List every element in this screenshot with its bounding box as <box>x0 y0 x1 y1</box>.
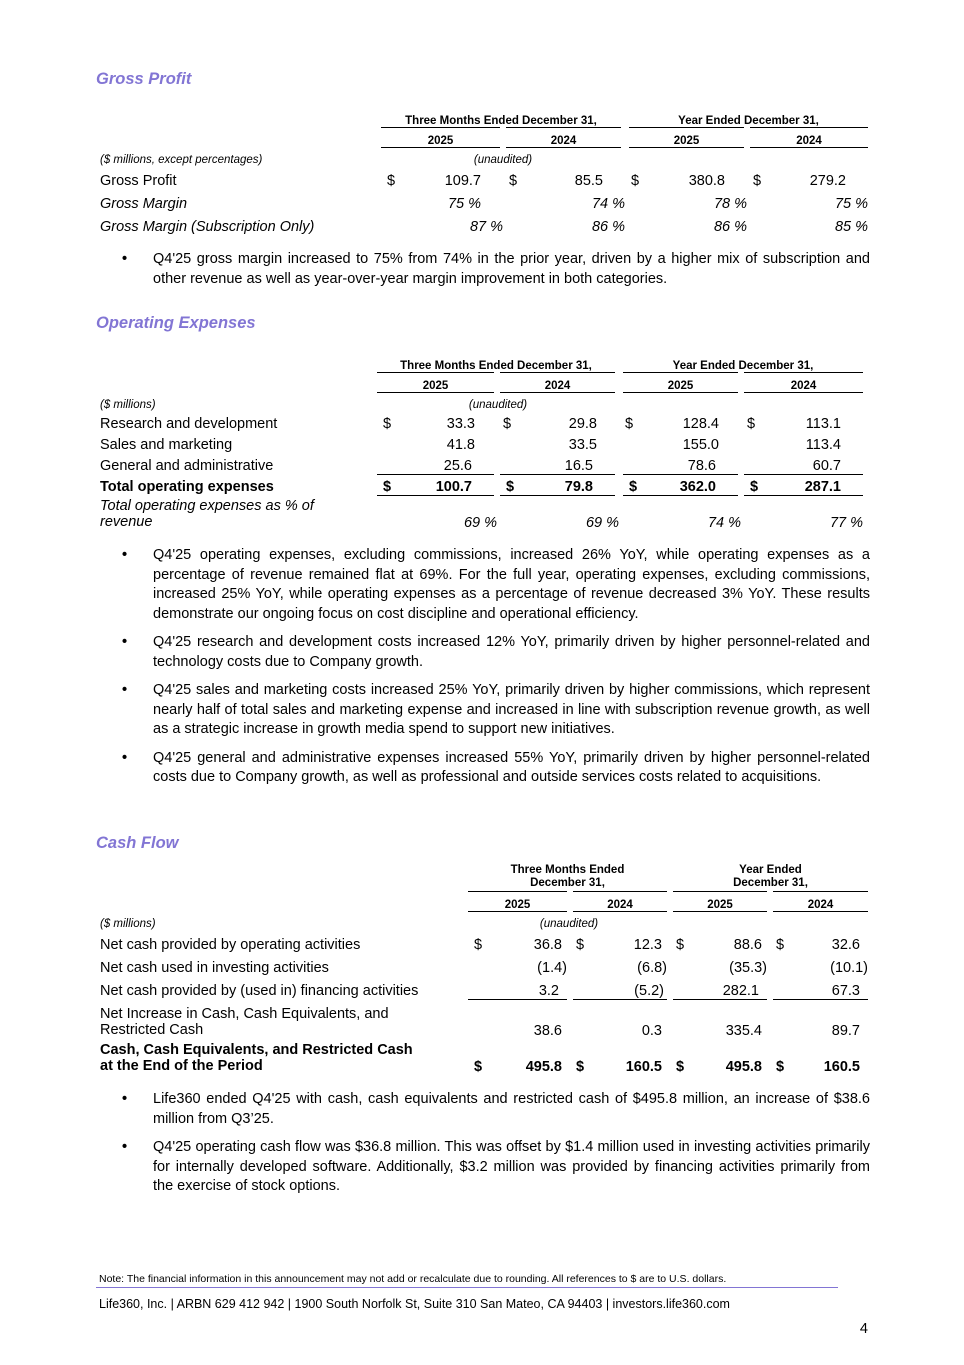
year-header: 2025 <box>625 127 747 147</box>
cell-value: 74 % <box>591 196 625 212</box>
cell-value: 36.8 <box>533 937 562 953</box>
cell-value: 109.7 <box>444 173 481 189</box>
section-title-cash-flow: Cash Flow <box>96 834 179 852</box>
cell-value: 380.8 <box>688 173 725 189</box>
cell-value: 3.2 <box>488 976 570 999</box>
year-header: 2024 <box>770 891 868 911</box>
row-label <box>96 999 468 1039</box>
cell-value: 113.1 <box>805 416 841 432</box>
list-item <box>96 546 870 624</box>
units-label: ($ millions, except percentages) <box>100 154 263 166</box>
currency-symbol: $ <box>387 173 396 189</box>
row-label: Net cash used in investing activities <box>100 960 329 976</box>
period-header-quarter: Three Months Ended December 31, <box>377 354 619 372</box>
cash-flow-bullets <box>96 1090 870 1206</box>
bullet-text: Q4'25 gross margin increased to 75% from 74% in the prior year, driven by a higher mix of subscription and other revenue as well as year-over-year margin improvement in both categories. <box>153 251 870 287</box>
cell-value: (35.3) <box>729 960 767 976</box>
year-header: 2024 <box>741 372 863 392</box>
currency-symbol: $ <box>576 937 585 953</box>
row-label <box>96 1039 468 1075</box>
unaudited-label: (unaudited) <box>473 154 533 166</box>
cell-value: 495.8 <box>525 1059 562 1075</box>
currency-symbol: $ <box>625 416 634 432</box>
cell-value: 67.3 <box>790 976 868 999</box>
year-header: 2025 <box>377 372 497 392</box>
currency-symbol: $ <box>474 1059 483 1075</box>
cell-value: 41.8 <box>446 437 475 453</box>
currency-symbol: $ <box>474 937 483 953</box>
cell-value: 88.6 <box>733 937 762 953</box>
list-item <box>96 633 870 672</box>
section-title-gross-profit: Gross Profit <box>96 70 192 88</box>
cell-value: 282.1 <box>690 976 770 999</box>
cell-value: 85.5 <box>574 173 603 189</box>
table-row <box>96 1039 868 1075</box>
units-label: ($ millions) <box>100 399 156 411</box>
cell-value: 89.7 <box>831 1023 860 1039</box>
cell-value: 86 % <box>591 219 625 235</box>
cell-value: 86 % <box>713 219 747 235</box>
operating-expenses-table <box>96 354 863 531</box>
table-row <box>96 953 868 976</box>
year-header: 2025 <box>619 372 741 392</box>
currency-symbol: $ <box>576 1059 585 1075</box>
table-row <box>96 453 863 474</box>
cell-value: (5.2) <box>590 976 670 999</box>
table-row <box>96 930 868 953</box>
cell-value: 79.8 <box>519 474 619 495</box>
currency-symbol: $ <box>676 937 685 953</box>
cell-value: 78.6 <box>641 453 741 474</box>
row-label-line: Total operating expenses as % of <box>100 498 314 514</box>
table-row <box>96 212 868 235</box>
bullet-glyph: • <box>122 251 128 267</box>
bullet-glyph: • <box>122 682 128 698</box>
bullet-text: Life360 ended Q4'25 with cash, cash equivalents and restricted cash of $495.8 million, an increase of $38.6 million from Q3’25. <box>153 1091 870 1127</box>
cell-value: (6.8) <box>637 960 667 976</box>
period-header-line: Three Months Ended <box>510 863 625 876</box>
units-label: ($ millions) <box>100 918 156 930</box>
bullet-glyph: • <box>122 547 128 563</box>
cell-value: 87 % <box>469 219 503 235</box>
cell-value: (1.4) <box>537 960 567 976</box>
year-header: 2024 <box>747 127 868 147</box>
bullet-text: Q4'25 general and administrative expenses increased 55% YoY, primarily driven by higher personnel-related costs due to Company growth, as well as professional and outside services costs related to acquisitions. <box>153 749 870 785</box>
cell-value: 362.0 <box>641 474 741 495</box>
bullet-text: Q4'25 sales and marketing costs increased 25% YoY, primarily driven by higher commissions, which represent nearly half of total sales and marketing expense and increased in line with subscription revenue growth, as well as a strategic increase in growth media spend to support new initiatives. <box>153 682 870 737</box>
table-row <box>96 189 868 212</box>
bullet-text: Q4'25 operating cash flow was $36.8 million. This was offset by $1.4 million used in investing activities primarily for internally developed software. Additionally, $3.2 million was provided by financing activities primarily from the exercise of stock options. <box>153 1139 870 1194</box>
period-header-line: December 31, <box>530 876 605 889</box>
bullet-glyph: • <box>122 749 128 766</box>
year-header: 2025 <box>381 127 503 147</box>
currency-symbol: $ <box>747 416 756 432</box>
cell-value: 0.3 <box>641 1023 662 1039</box>
footer-divider <box>96 1287 838 1288</box>
row-label-line: Restricted Cash <box>100 1022 204 1038</box>
cell-value: (10.1) <box>830 960 868 976</box>
row-label: Net cash provided by operating activities <box>100 937 361 953</box>
cell-value: 69 % <box>463 515 497 531</box>
unaudited-label: (unaudited) <box>468 399 528 411</box>
cell-value: 60.7 <box>763 453 863 474</box>
cell-value: 78 % <box>713 196 747 212</box>
cell-value: 33.5 <box>568 437 597 453</box>
page-number: 4 <box>859 1321 868 1337</box>
row-label: Gross Margin (Subscription Only) <box>100 219 315 235</box>
row-label: Gross Profit <box>100 173 177 189</box>
cell-value: 75 % <box>447 196 481 212</box>
cell-value: 279.2 <box>809 173 846 189</box>
table-row <box>96 976 868 999</box>
currency-symbol: $ <box>509 173 518 189</box>
year-header: 2024 <box>570 891 670 911</box>
period-header-quarter <box>468 860 670 891</box>
cell-value: 74 % <box>707 515 741 531</box>
row-label-line: revenue <box>100 514 153 530</box>
cell-value: 25.6 <box>399 453 497 474</box>
cell-value: 113.4 <box>805 437 841 453</box>
footer-company-info: Life360, Inc. | ARBN 629 412 942 | 1900 South Norfolk St, Suite 310 San Mateo, CA 94403 | investors.life360.com <box>99 1297 730 1311</box>
currency-symbol: $ <box>776 1059 785 1075</box>
row-label: Sales and marketing <box>100 437 233 453</box>
bullet-glyph: • <box>122 1091 128 1107</box>
currency-symbol: $ <box>383 416 392 432</box>
currency-symbol: $ <box>631 173 640 189</box>
row-label: Net cash provided by (used in) financing activities <box>100 983 419 999</box>
list-item <box>96 749 870 788</box>
rounding-note: Note: The financial information in this announcement may not add or recalculate due to rounding. All references to $ are to U.S. dollars. <box>99 1273 727 1285</box>
cell-value: 335.4 <box>725 1023 762 1039</box>
currency-symbol: $ <box>377 474 399 495</box>
list-item <box>96 1138 870 1197</box>
gross-profit-table <box>96 109 868 235</box>
period-header-year: Year Ended December 31, <box>625 109 868 127</box>
currency-symbol: $ <box>753 173 762 189</box>
cell-value: 33.3 <box>446 416 475 432</box>
year-header: 2025 <box>670 891 770 911</box>
section-title-operating-expenses: Operating Expenses <box>96 314 256 332</box>
currency-symbol: $ <box>503 416 512 432</box>
currency-symbol: $ <box>741 474 763 495</box>
cell-value: 29.8 <box>568 416 597 432</box>
cell-value: 77 % <box>829 515 863 531</box>
period-header-year: Year Ended December 31, <box>619 354 863 372</box>
unaudited-label: (unaudited) <box>539 918 599 930</box>
year-header: 2025 <box>468 891 570 911</box>
gross-profit-bullets <box>96 250 870 298</box>
list-item <box>96 1090 870 1129</box>
table-row <box>96 495 863 531</box>
row-label: Research and development <box>100 416 278 432</box>
year-header: 2024 <box>503 127 625 147</box>
period-header-line: Year Ended <box>739 863 802 876</box>
row-label: Gross Margin <box>100 196 188 212</box>
list-item <box>96 681 870 740</box>
table-row <box>96 432 863 453</box>
cell-value: 75 % <box>834 196 868 212</box>
cash-flow-table <box>96 860 868 1075</box>
cell-value: 85 % <box>834 219 868 235</box>
cell-value: 287.1 <box>763 474 863 495</box>
row-label: General and administrative <box>100 458 274 474</box>
currency-symbol: $ <box>497 474 519 495</box>
currency-symbol: $ <box>619 474 641 495</box>
row-label-line: at the End of the Period <box>100 1058 263 1074</box>
table-row <box>96 474 863 495</box>
cell-value: 32.6 <box>831 937 860 953</box>
row-label: Total operating expenses <box>100 479 274 495</box>
cell-value: 12.3 <box>633 937 662 953</box>
currency-symbol: $ <box>676 1059 685 1075</box>
table-row <box>96 166 868 189</box>
list-item <box>96 250 870 289</box>
cell-value: 495.8 <box>725 1059 762 1075</box>
table-row <box>96 999 868 1039</box>
period-header-year <box>670 860 868 891</box>
period-header-line: December 31, <box>733 876 808 889</box>
row-label-line: Net Increase in Cash, Cash Equivalents, and <box>100 1006 389 1022</box>
row-label-line: Cash, Cash Equivalents, and Restricted Cash <box>100 1042 413 1058</box>
year-header: 2024 <box>497 372 619 392</box>
cell-value: 16.5 <box>519 453 619 474</box>
bullet-text: Q4'25 research and development costs increased 12% YoY, primarily driven by higher personnel-related and technology costs due to Company growth. <box>153 634 870 670</box>
cell-value: 155.0 <box>682 437 719 453</box>
bullet-text: Q4'25 operating expenses, excluding commissions, increased 26% YoY, while operating expenses as a percentage of revenue remained flat at 69%. For the full year, operating expenses, excluding commissions, increased 25% YoY, while operating expenses as a percentage of revenue decreased 3% YoY. These results demonstrate our ongoing focus on cost discipline and operational efficiency. <box>153 547 870 622</box>
operating-expenses-bullets <box>96 546 870 797</box>
bullet-glyph: • <box>122 634 128 650</box>
cell-value: 160.5 <box>823 1059 860 1075</box>
table-row <box>96 411 863 432</box>
cell-value: 128.4 <box>682 416 719 432</box>
bullet-glyph: • <box>122 1139 128 1155</box>
currency-symbol: $ <box>776 937 785 953</box>
cell-value: 38.6 <box>533 1023 562 1039</box>
cell-value: 160.5 <box>625 1059 662 1075</box>
cell-value: 69 % <box>585 515 619 531</box>
row-label <box>96 495 377 531</box>
period-header-quarter: Three Months Ended December 31, <box>381 109 625 127</box>
cell-value: 100.7 <box>399 474 497 495</box>
